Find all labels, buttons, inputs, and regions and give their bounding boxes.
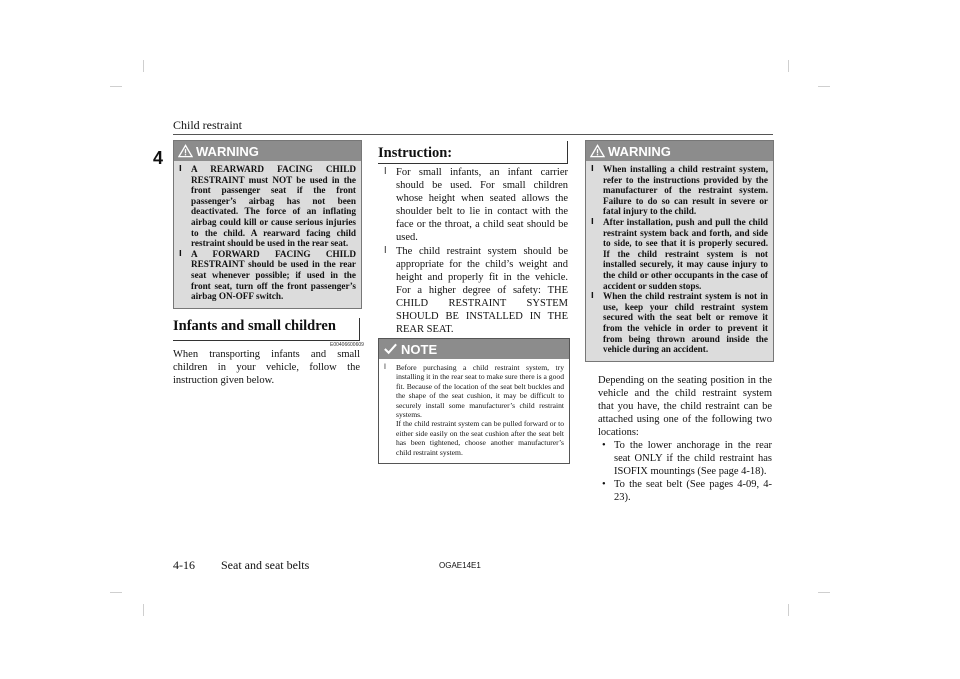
bullet-icon: l — [591, 216, 594, 226]
header-rule — [173, 134, 773, 135]
checkmark-icon — [383, 342, 398, 356]
warning-header — [174, 141, 361, 161]
footer-code: OGAE14E1 — [439, 561, 481, 570]
warning-body — [174, 161, 361, 308]
crop-mark — [143, 60, 144, 72]
section-title: Infants and small children — [173, 318, 336, 334]
warning-item — [179, 164, 356, 249]
instruction-item — [384, 166, 568, 244]
bullet-icon: l — [591, 291, 594, 301]
warning-item-text: A FORWARD FACING CHILD RESTRAINT should be used in the rear seat whenever possible; if used in the front seat, turn off the front passenger’s airbag ON-OFF switch. — [191, 248, 356, 302]
page-number: 4-16 — [173, 558, 195, 572]
section-code: E00406600609 — [330, 342, 364, 348]
crop-mark — [110, 86, 122, 87]
location-item-text: To the seat belt (See pages 4-09, 4-23). — [614, 479, 772, 503]
warning-item — [179, 249, 356, 302]
crop-mark — [788, 604, 789, 616]
crop-mark — [110, 592, 122, 593]
warning-title: WARNING — [196, 143, 259, 159]
warning-item-text: When the child restraint system is not in use, keep your child restraint system secured with the seat belt or remove it from the vehicle in order to prevent it from being thrown around inside the vehicle during an accident. — [603, 291, 768, 355]
bullet-icon: l — [179, 164, 182, 173]
instruction-list — [384, 166, 568, 337]
warning-triangle-icon — [178, 144, 193, 158]
sub-bullet-icon: • — [602, 440, 606, 451]
warning-item-text: When installing a child restraint system, refer to the instructions provided by the manufacturer of the restraint system. Failure to do so can result in severe or fatal injury to the child. — [603, 164, 768, 217]
crop-mark — [788, 60, 789, 72]
note-header — [379, 339, 569, 359]
warning-triangle-icon — [590, 144, 605, 158]
instruction-title: Instruction: — [378, 145, 453, 161]
warning-box — [585, 140, 774, 362]
crop-mark — [143, 604, 144, 616]
instruction-rule-tick — [567, 141, 568, 163]
bullet-icon: l — [179, 248, 182, 258]
footer-chapter-title: Seat and seat belts — [221, 558, 310, 572]
instruction-item — [384, 245, 568, 336]
location-item — [598, 439, 772, 478]
warning-item-text: A REARWARD FACING CHILD RESTRAINT must NOT be used in the front passenger seat if the front passenger’s airbag has not been deactivated. The force of an inflating airbag could kill or cause serious injuries to the child. A rearward facing child restraint should be used in the rear seat. — [191, 164, 356, 249]
warning-item — [591, 217, 768, 291]
running-header: Child restraint — [173, 118, 242, 132]
note-text-1: Before purchasing a child restraint system, try installing it in the rear seat to make sure there is a good fit. Because of the location of the seat belt buckles and the shape of the seat cushion, it may be difficult to securely install some manufacturer’s child restraint systems. — [396, 363, 564, 420]
section-rule — [173, 340, 360, 341]
locations-intro: Depending on the seating position in the vehicle and the child restraint system that you have, the child restraint can be attached using one of the following two locations: — [598, 375, 772, 438]
instruction-rule — [378, 163, 568, 164]
note-box — [378, 338, 570, 464]
warning-body — [586, 161, 773, 361]
bullet-icon: l — [384, 246, 387, 256]
crop-mark — [818, 592, 830, 593]
location-item — [598, 478, 772, 504]
section-paragraph: When transporting infants and small children in your vehicle, follow the instruction given below. — [173, 349, 360, 386]
warning-box — [173, 140, 362, 309]
section-rule-tick — [359, 318, 360, 340]
note-title: NOTE — [401, 341, 438, 357]
bullet-icon: l — [384, 167, 387, 177]
chapter-tab: 4 — [153, 148, 164, 168]
note-body — [379, 359, 569, 463]
bullet-icon: l — [384, 363, 386, 371]
warning-item — [591, 164, 768, 217]
warning-header — [586, 141, 773, 161]
instruction-item-text: For small infants, an infant carrier should be used. For small children whose height when seated allows the shoulder belt to lie in contact with the face or the throat, a child seat should be used. — [396, 167, 568, 243]
sub-bullet-icon: • — [602, 479, 606, 490]
warning-item-text: After installation, push and pull the child restraint system back and forth, and side to side, to see that it is properly secured. If the child restraint system is not installed securely, it may cause injury to the child or other occupants in the case of accident or sudden stops. — [603, 216, 768, 291]
location-item-text: To the lower anchorage in the rear seat ONLY if the child restraint has ISOFIX mountings (See page 4-18). — [614, 440, 772, 477]
bullet-icon: l — [591, 164, 594, 173]
warning-title: WARNING — [608, 143, 671, 159]
note-item — [384, 363, 564, 457]
locations-paragraph — [598, 374, 772, 504]
note-text-2: If the child restraint system can be pulled forward or to either side easily on the seat cushion after the seat belt has been tightened, choose another manufacturer’s child restraint system. — [396, 419, 564, 457]
crop-mark — [818, 86, 830, 87]
instruction-item-text: The child restraint system should be appropriate for the child’s weight and height and properly fit in the vehicle. For a higher degree of safety: THE CHILD RESTRAINT SYSTEM SHOULD BE INSTALLED IN THE REAR SEAT. — [396, 246, 568, 335]
warning-item — [591, 291, 768, 355]
